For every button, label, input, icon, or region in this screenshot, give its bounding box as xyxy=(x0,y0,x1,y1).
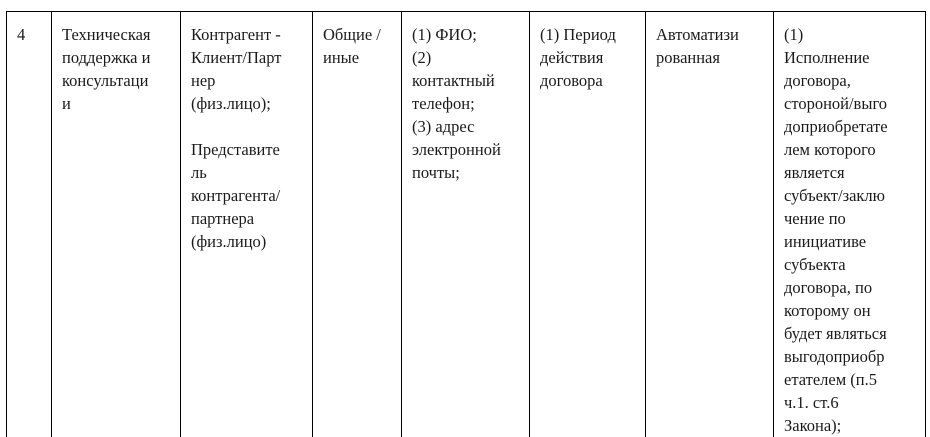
subjects-line: Представите xyxy=(191,138,307,161)
basis-line: (1) xyxy=(784,23,920,46)
basis-line: будет являться xyxy=(784,322,920,345)
processing-method-cell xyxy=(646,12,774,437)
table-row xyxy=(7,12,926,437)
basis-line: лем которого xyxy=(784,138,920,161)
purpose-line: и xyxy=(62,92,175,115)
category-line: Общие / xyxy=(323,23,396,46)
basis-line: ч.1. ст.6 xyxy=(784,391,920,414)
basis-line: доприобретате xyxy=(784,115,920,138)
processing-term-cell xyxy=(530,12,646,437)
data-list-line: электронной xyxy=(412,138,524,161)
purpose-line: консультаци xyxy=(62,69,175,92)
legal-basis-cell xyxy=(774,12,926,437)
term-line: действия xyxy=(540,46,640,69)
paragraph-gap xyxy=(191,115,307,138)
basis-line: стороной/выго xyxy=(784,92,920,115)
basis-line: етателем (п.5 xyxy=(784,368,920,391)
basis-line: инициативе xyxy=(784,230,920,253)
category-line: иные xyxy=(323,46,396,69)
basis-line: Исполнение xyxy=(784,46,920,69)
subjects-line: (физ.лицо); xyxy=(191,92,307,115)
subjects-line: (физ.лицо) xyxy=(191,230,307,253)
basis-line: является xyxy=(784,161,920,184)
method-line: рованная xyxy=(656,46,768,69)
data-list-line: (3) адрес xyxy=(412,115,524,138)
method-line: Автоматизи xyxy=(656,23,768,46)
basis-line: чение по xyxy=(784,207,920,230)
data-list-line: телефон; xyxy=(412,92,524,115)
data-list-cell xyxy=(402,12,530,437)
term-line: договора xyxy=(540,69,640,92)
data-category-cell xyxy=(313,12,402,437)
subjects-line: партнера xyxy=(191,207,307,230)
purpose-line: поддержка и xyxy=(62,46,175,69)
basis-line: выгодоприобр xyxy=(784,345,920,368)
processing-table xyxy=(6,11,926,437)
purpose-cell xyxy=(52,12,181,437)
basis-line: субъекта xyxy=(784,253,920,276)
row-number: 4 xyxy=(17,23,46,46)
basis-line: Закона); xyxy=(784,414,920,437)
subjects-line: ль xyxy=(191,161,307,184)
basis-line: которому он xyxy=(784,299,920,322)
data-list-line: контактный xyxy=(412,69,524,92)
term-line: (1) Период xyxy=(540,23,640,46)
purpose-line: Техническая xyxy=(62,23,175,46)
subjects-line: Клиент/Парт xyxy=(191,46,307,69)
subjects-line: нер xyxy=(191,69,307,92)
data-list-line: почты; xyxy=(412,161,524,184)
subjects-line: Контрагент - xyxy=(191,23,307,46)
basis-line: субъект/заклю xyxy=(784,184,920,207)
basis-line: договора, по xyxy=(784,276,920,299)
data-subjects-cell xyxy=(181,12,313,437)
subjects-line: контрагента/ xyxy=(191,184,307,207)
row-number-cell xyxy=(7,12,52,437)
data-list-line: (2) xyxy=(412,46,524,69)
basis-line: договора, xyxy=(784,69,920,92)
data-list-line: (1) ФИО; xyxy=(412,23,524,46)
